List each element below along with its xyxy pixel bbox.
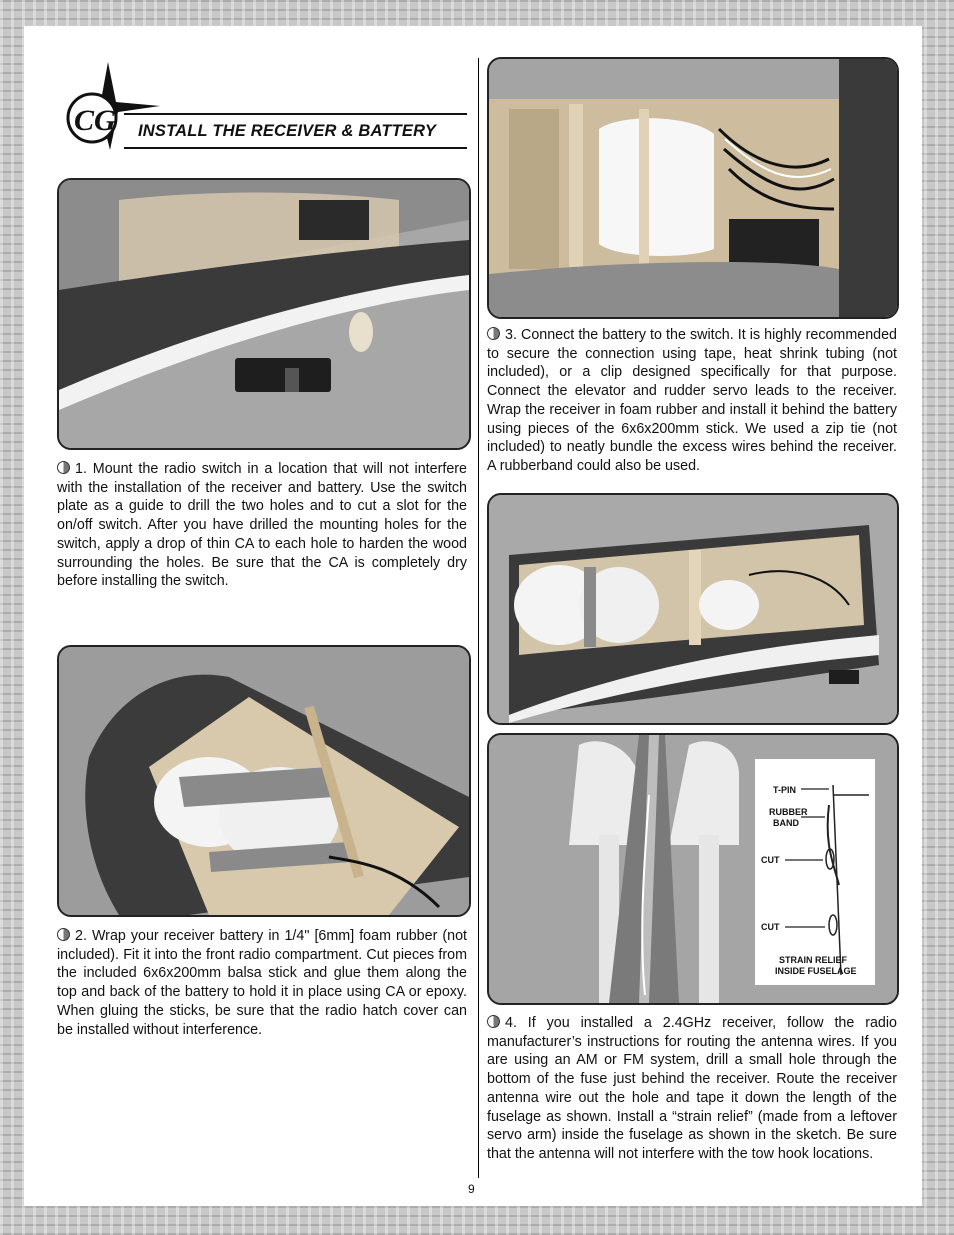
step-2-text xyxy=(57,927,467,1039)
section-title: INSTALL THE RECEIVER & BATTERY xyxy=(138,122,437,140)
section-heading xyxy=(124,119,467,149)
step-1-checkbox[interactable] xyxy=(57,461,70,474)
heading-bottom-rule xyxy=(124,147,467,149)
step-4-text xyxy=(487,1014,897,1164)
sketch-label-cut-1: CUT xyxy=(761,855,780,865)
photo-switch-mount xyxy=(57,178,471,450)
sketch-label-band: BAND xyxy=(773,818,799,828)
photo-antenna-routing xyxy=(487,733,899,1005)
column-divider xyxy=(478,58,479,1178)
photo-fuselage-compartment xyxy=(487,493,899,725)
step-2-body: 2. Wrap your receiver battery in 1/4" [6mm] foam rubber (not included). Fit it into the front radio compartment. Cut pieces from the included 6x6x200mm balsa stick and glue them along the top and back of the battery to hold it in place using CA or epoxy. When gluing the sticks, be sure that the radio hatch cover can be installed without interference. xyxy=(57,928,467,1038)
step-3-text xyxy=(487,326,897,476)
sketch-label-rubber: RUBBER xyxy=(769,807,808,817)
step-4-checkbox[interactable] xyxy=(487,1015,500,1028)
step-3-body: 3. Connect the battery to the switch. It is highly recommended to secure the connection using tape, heat shrink tubing (not included), or a clip designed specifically for that purpose. Connect the elevator and rudder servo leads to the receiver. Wrap the receiver in foam rubber and install it behind the battery using pieces of the 6x6x200mm stick. We used a zip tie (not included) to neatly bundle the excess wires behind the receiver. A rubberband could also be used. xyxy=(487,327,897,474)
sketch-label-inside-fuselage: INSIDE FUSELAGE xyxy=(775,966,857,976)
page-number: 9 xyxy=(468,1182,475,1196)
sketch-label-cut-2: CUT xyxy=(761,922,780,932)
photo-battery-compartment xyxy=(57,645,471,917)
step-1-body: 1. Mount the radio switch in a location that will not interfere with the installation of the receiver and battery. Use the switch plate as a guide to drill the two holes and to cut a slot for the on/off switch. After you have drilled the mounting holes for the switch, apply a drop of thin CA to each hole to harden the wood surrounding the holes. Be sure that the CA is completely dry before installing the switch. xyxy=(57,461,467,590)
step-1-text xyxy=(57,460,467,591)
heading-top-rule xyxy=(124,113,467,115)
step-2-checkbox[interactable] xyxy=(57,928,70,941)
step-4-body: 4. If you installed a 2.4GHz receiver, follow the radio manufacturer’s instructions for routing the antenna wires. If you are using an AM or FM system, drill a small hole through the bottom of the fuse just behind the receiver. Route the receiver antenna wire out the hole and tape it down the length of the fuselage as shown. Install a “strain relief” (made from a leftover servo arm) inside the fuselage as shown in the sketch. Be sure that the antenna will not interfere with the tow hook locations. xyxy=(487,1015,897,1162)
step-3-checkbox[interactable] xyxy=(487,327,500,340)
logo-text: CG xyxy=(74,104,116,137)
sketch-label-tpin: T-PIN xyxy=(773,785,797,795)
photo-receiver-wiring xyxy=(487,57,899,319)
sketch-label-strain-relief: STRAIN RELIEF xyxy=(779,955,848,965)
